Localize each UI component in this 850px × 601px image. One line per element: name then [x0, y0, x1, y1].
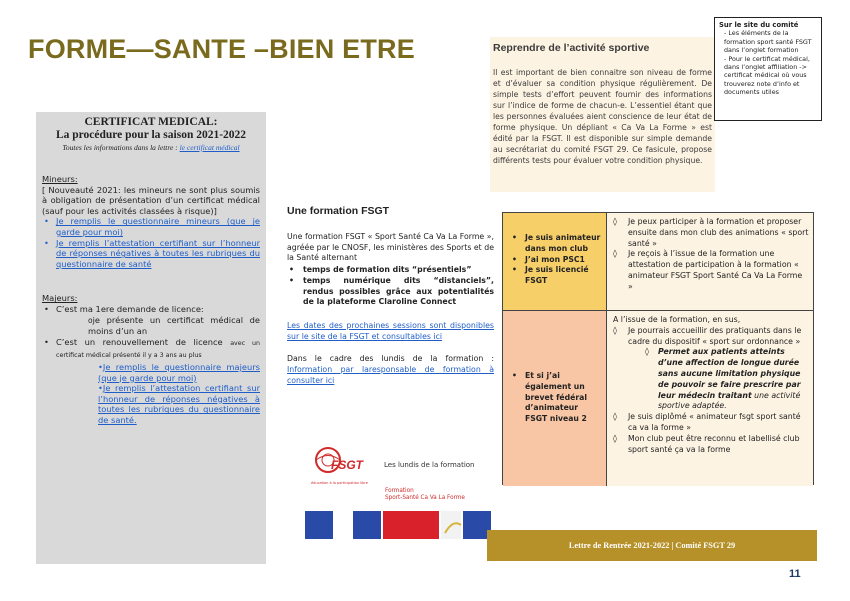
page-title: FORME—SANTE –BIEN ETRE: [28, 34, 415, 64]
flag-block: [411, 511, 439, 539]
activite-box: [490, 37, 715, 192]
site-info-line: - Les éléments de la formation sport santé FSGT dans l’onglet formation: [724, 29, 812, 55]
attestation-majeurs-link[interactable]: Je remplis l’attestation certifiant sur l’honneur de réponses négatives à toutes les rubriques du questionnaire de santé.: [98, 383, 260, 425]
questionnaire-mineurs-link[interactable]: Je remplis le questionnaire mineurs (que je garde pour moi): [56, 216, 260, 237]
site-info-line: - Pour le certificat médical, dans l’onglet affiliation -> certificat médical où vous trouverez note d’info et documents utiles: [724, 54, 810, 97]
table-cell: [607, 213, 813, 310]
activite-text: Il est important de bien connaitre son niveau de forme et d’évaluer sa condition physique régulièrement. De simple tests d’effort peuvent fournir des informations sur l’indice de forme de chacun-e. L’essentiel étant que les personnes évaluées aient conscience de leur état de forme physique. Un dépliant « Ca Va La Forme » est édité par la FSGT. Il est disponible sur simple demande au secrétariat du comité FSGT 29. Ce fasicule, propose différents tests pour évaluer votre condition physique.: [493, 68, 712, 165]
flag-block: [353, 511, 381, 539]
list-item: • C’est un renouvellement de licence avec un certificat médical présenté il y a 3 ans au plus: [42, 337, 260, 362]
lundis-label: Les lundis de la formation: [384, 461, 475, 469]
majeurs-section: [42, 293, 260, 425]
lundis-paragraph: Dans le cadre des lundis de la formation : Information par laresponsable de formation à consulter ici: [287, 354, 494, 385]
dates-link[interactable]: Les dates des prochaines sessions sont disponibles sur le site de la FSGT et consultables ici: [287, 320, 494, 341]
list-item: o je présente un certificat médical de moins d’un an: [42, 315, 260, 337]
formation-table: [502, 212, 814, 485]
list-item: • Et si j’ai également un brevet fédéral d’animateur FSGT niveau 2: [509, 371, 601, 425]
list-item: [42, 362, 260, 383]
table-cell: [503, 213, 607, 310]
formation-logo-label: Formation Sport-Santé Ca Va La Forme: [385, 488, 465, 501]
certificat-link[interactable]: le certificat médical: [179, 143, 240, 152]
attestation-mineurs-link[interactable]: Je remplis l’attestation certifiant sur l’honneur de réponses négatives à toutes les rubriques du questionnaire de santé: [56, 237, 260, 269]
activite-title: Reprendre de l’activité sportive: [493, 42, 650, 54]
mineurs-section: [42, 174, 260, 269]
row2-intro: A l’issue de la formation, en sus,: [613, 315, 741, 324]
page-number: 11: [789, 568, 801, 580]
list-item: • Je suis licencié FSGT: [509, 265, 601, 287]
flag-block: [305, 511, 333, 539]
lundis-link[interactable]: Information par laresponsable de formation à consulter ici: [287, 365, 494, 385]
questionnaire-majeurs-link[interactable]: Je remplis le questionnaire majeurs (que je garde pour moi): [98, 361, 260, 383]
formation-text: [287, 232, 494, 386]
list-item: ◊ Je suis diplômé « animateur fsgt sport santé ca va la forme »: [613, 412, 809, 434]
list-item: [42, 238, 260, 270]
list-item: ◊ Je peux participer à la formation et proposer ensuite dans mon club des animations « sport santé »: [613, 217, 809, 249]
list-item: ◊ Je reçois à l’issue de la formation une attestation de participation à la formation « animateur FSGT Sport Santé Ca Va La Forme »: [613, 249, 809, 292]
list-item: [42, 383, 260, 425]
list-item: • temps numérique dits “distanciels”, rendus possibles grâce aux potentialités de la plateforme Claroline Connect: [287, 276, 494, 308]
mineurs-heading: Mineurs:: [42, 174, 78, 184]
certificat-title: CERTIFICAT MEDICAL: La procédure pour la saison 2021-2022: [55, 116, 247, 141]
fsgt-tagline: éducation à la participation libre: [311, 481, 368, 485]
table-row: [503, 311, 813, 486]
list-item: • Je suis animateur dans mon club: [509, 233, 601, 255]
list-item: ◊ Mon club peut être reconnu et labellisé club sport santé ça va la forme: [613, 434, 809, 456]
list-item: ◊ Je pourrais accueillir des pratiquants dans le cadre du dispositif « sport sur ordonnance »: [613, 326, 809, 348]
fsgt-wordmark: FSGT: [331, 458, 363, 472]
footer-bar: Lettre de Rentrée 2021-2022 | Comité FSGT 29: [487, 530, 817, 561]
list-item: ◊ Permet aux patients atteints d’une affection de longue durée sans aucune limitation physique de pouvoir se faire prescrire par leur médecin traitant une activité sportive adaptée.: [613, 347, 809, 412]
site-info-box: [714, 17, 822, 121]
partner-flags-banner: [305, 511, 491, 539]
site-info-heading: Sur le site du comité: [719, 21, 799, 29]
dates-paragraph: [287, 321, 494, 342]
certificat-note: Toutes les informations dans la lettre : le certificat médical: [62, 143, 240, 152]
formation-intro: Une formation FSGT « Sport Santé Ca Va La Forme », agréée par le CNOSF, les ministères des Sports et de la Santé alternant: [287, 232, 494, 263]
table-cell: [503, 311, 607, 486]
list-item: • J’ai mon PSC1: [509, 255, 601, 266]
list-item: • C’est ma 1ere demande de licence:: [42, 304, 260, 315]
certificat-panel: [36, 112, 266, 564]
formation-title: Une formation FSGT: [287, 205, 390, 217]
mineurs-intro: [ Nouveauté 2021: les mineurs ne sont plus soumis à obligation de présentation d’un certificat médical (sauf pour les activités classées à risque)]: [42, 184, 260, 216]
flag-block: [383, 511, 411, 539]
majeurs-heading: Majeurs:: [42, 293, 78, 304]
list-item: [42, 216, 260, 237]
table-cell: [607, 311, 813, 486]
list-item: • temps de formation dits “présentiels”: [287, 265, 494, 276]
table-row: [503, 213, 813, 311]
